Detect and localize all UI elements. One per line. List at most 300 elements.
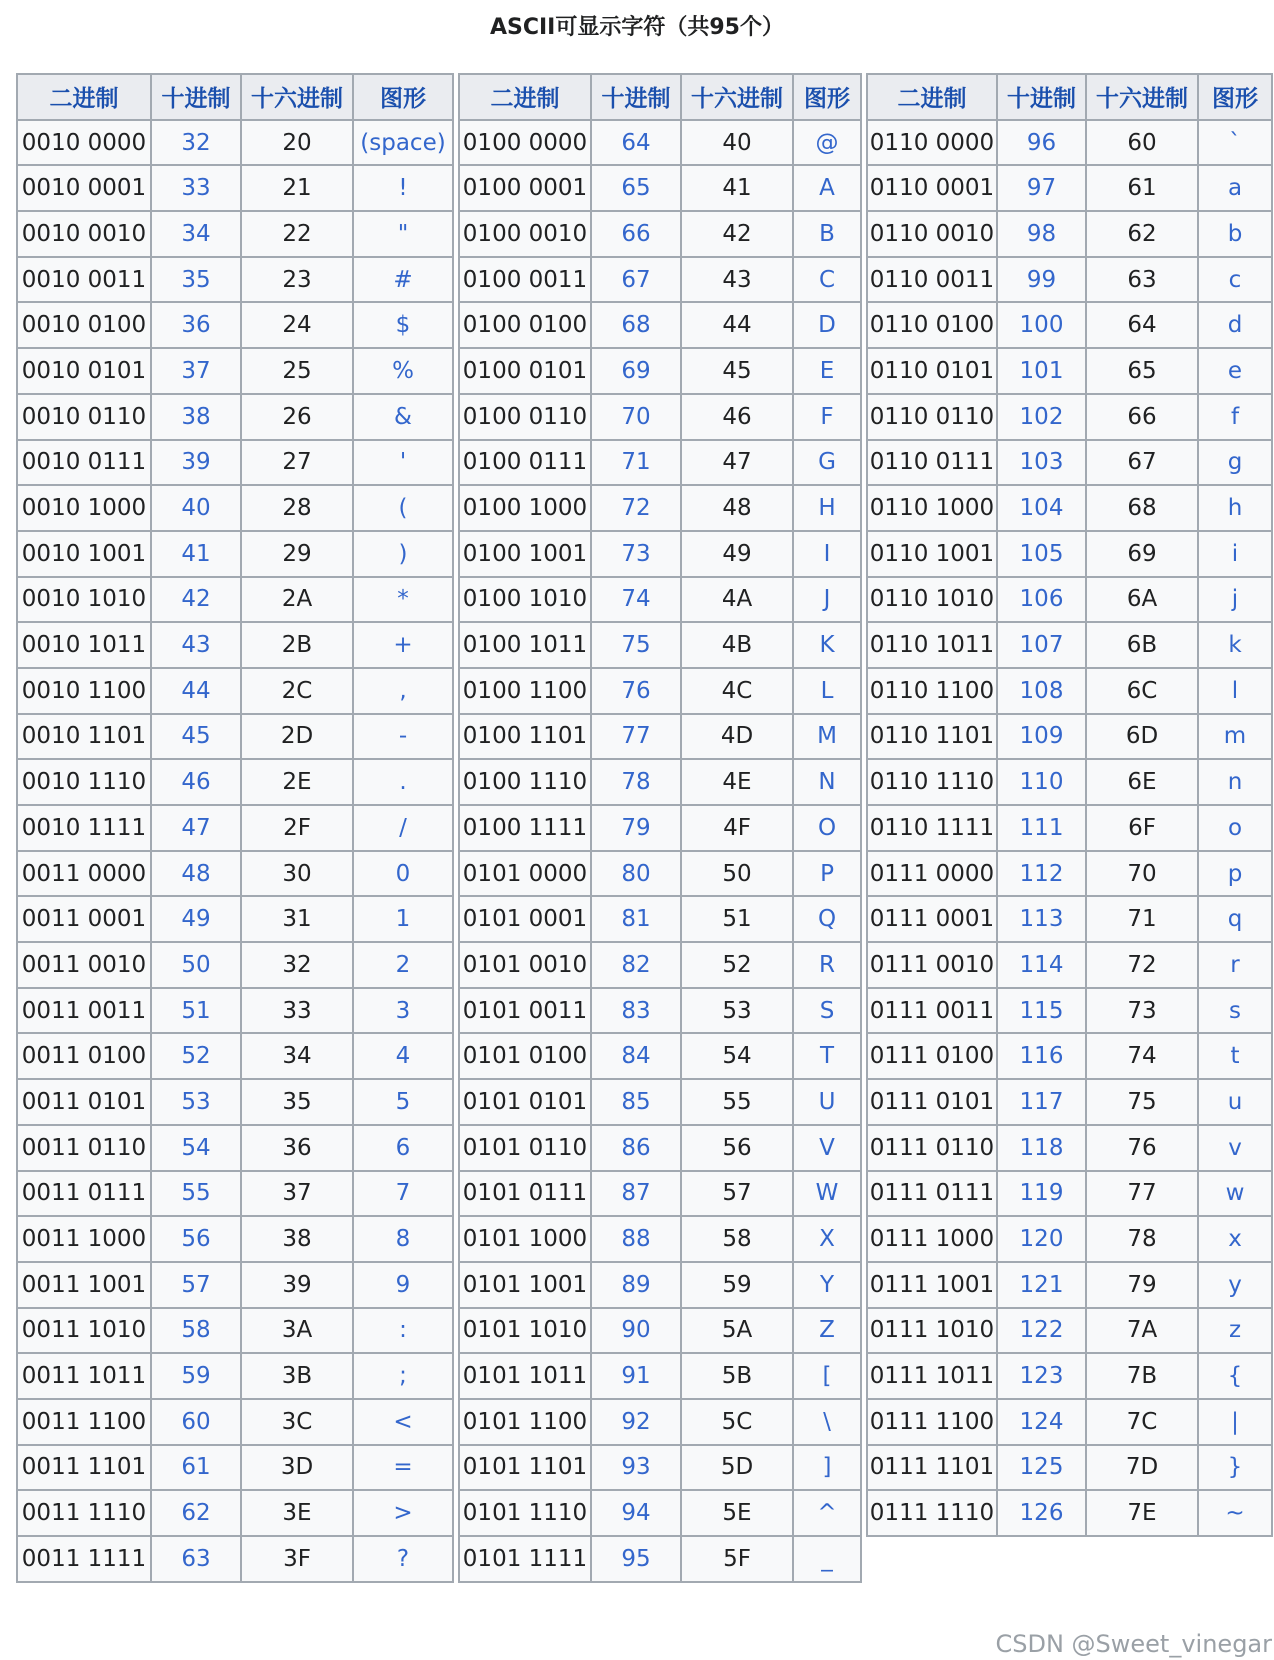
- glyph-link[interactable]: z: [1198, 1308, 1272, 1354]
- table-row: [867, 759, 1272, 805]
- glyph-link[interactable]: \: [793, 1399, 861, 1445]
- glyph-link[interactable]: 3: [353, 988, 453, 1034]
- decimal-link[interactable]: 43: [151, 622, 241, 668]
- column-header-binary[interactable]: 二进制: [17, 74, 151, 120]
- table-row: [459, 1171, 861, 1217]
- binary-cell: 0101 1100: [459, 1399, 591, 1445]
- glyph-link[interactable]: F: [793, 394, 861, 440]
- glyph-link[interactable]: S: [793, 988, 861, 1034]
- decimal-link[interactable]: 77: [591, 714, 681, 760]
- binary-cell: 0011 0000: [17, 851, 151, 897]
- binary-cell: 0110 0000: [867, 120, 997, 166]
- binary-cell: 0111 0000: [867, 851, 997, 897]
- decimal-link[interactable]: 51: [151, 988, 241, 1034]
- glyph-link[interactable]: V: [793, 1125, 861, 1171]
- hex-cell: 2D: [241, 714, 353, 760]
- decimal-link[interactable]: 95: [591, 1536, 681, 1582]
- column-header-hex[interactable]: 十六进制: [1086, 74, 1198, 120]
- binary-cell: 0111 1110: [867, 1490, 997, 1536]
- hex-cell: 43: [681, 257, 793, 303]
- glyph-link[interactable]: `: [1198, 120, 1272, 166]
- binary-cell: 0011 1000: [17, 1216, 151, 1262]
- decimal-link[interactable]: 98: [997, 211, 1086, 257]
- hex-cell: 4F: [681, 805, 793, 851]
- decimal-link[interactable]: 37: [151, 348, 241, 394]
- glyph-link[interactable]: J: [793, 577, 861, 623]
- glyph-link[interactable]: @: [793, 120, 861, 166]
- glyph-link[interactable]: m: [1198, 714, 1272, 760]
- decimal-link[interactable]: 87: [591, 1171, 681, 1217]
- table-row: [17, 896, 453, 942]
- glyph-link[interactable]: O: [793, 805, 861, 851]
- decimal-link[interactable]: 97: [997, 165, 1086, 211]
- decimal-link[interactable]: 100: [997, 302, 1086, 348]
- glyph-link[interactable]: R: [793, 942, 861, 988]
- decimal-link[interactable]: 118: [997, 1125, 1086, 1171]
- binary-cell: 0100 0011: [459, 257, 591, 303]
- glyph-link[interactable]: q: [1198, 896, 1272, 942]
- table-row: [867, 1399, 1272, 1445]
- decimal-link[interactable]: 42: [151, 577, 241, 623]
- glyph-link[interactable]: b: [1198, 211, 1272, 257]
- decimal-link[interactable]: 110: [997, 759, 1086, 805]
- table-row: [867, 120, 1272, 166]
- binary-cell: 0011 0110: [17, 1125, 151, 1171]
- decimal-link[interactable]: 83: [591, 988, 681, 1034]
- table-row: [867, 394, 1272, 440]
- glyph-link[interactable]: E: [793, 348, 861, 394]
- glyph-link[interactable]: Z: [793, 1308, 861, 1354]
- decimal-link[interactable]: 123: [997, 1353, 1086, 1399]
- decimal-link[interactable]: 38: [151, 394, 241, 440]
- glyph-link[interactable]: e: [1198, 348, 1272, 394]
- decimal-link[interactable]: 99: [997, 257, 1086, 303]
- decimal-link[interactable]: 96: [997, 120, 1086, 166]
- table-row: [867, 302, 1272, 348]
- decimal-link[interactable]: 88: [591, 1216, 681, 1262]
- glyph-link[interactable]: H: [793, 485, 861, 531]
- binary-cell: 0011 0101: [17, 1079, 151, 1125]
- table-row: [17, 1490, 453, 1536]
- glyph-link[interactable]: ': [353, 440, 453, 486]
- decimal-link[interactable]: 101: [997, 348, 1086, 394]
- table-row: [459, 1308, 861, 1354]
- decimal-link[interactable]: 92: [591, 1399, 681, 1445]
- hex-cell: 6C: [1086, 668, 1198, 714]
- glyph-link[interactable]: a: [1198, 165, 1272, 211]
- glyph-link[interactable]: B: [793, 211, 861, 257]
- decimal-link[interactable]: 111: [997, 805, 1086, 851]
- glyph-link[interactable]: i: [1198, 531, 1272, 577]
- hex-cell: 23: [241, 257, 353, 303]
- decimal-link[interactable]: 80: [591, 851, 681, 897]
- table-row: [867, 1308, 1272, 1354]
- decimal-link[interactable]: 120: [997, 1216, 1086, 1262]
- column-header-glyph[interactable]: 图形: [353, 74, 453, 120]
- hex-cell: 6F: [1086, 805, 1198, 851]
- glyph-link[interactable]: ;: [353, 1353, 453, 1399]
- decimal-link[interactable]: 40: [151, 485, 241, 531]
- table-row: [867, 1353, 1272, 1399]
- decimal-link[interactable]: 56: [151, 1216, 241, 1262]
- table-row: [459, 440, 861, 486]
- glyph-link[interactable]: ^: [793, 1490, 861, 1536]
- decimal-link[interactable]: 33: [151, 165, 241, 211]
- decimal-link[interactable]: 109: [997, 714, 1086, 760]
- glyph-link[interactable]: s: [1198, 988, 1272, 1034]
- binary-cell: 0111 1011: [867, 1353, 997, 1399]
- hex-cell: 76: [1086, 1125, 1198, 1171]
- hex-cell: 42: [681, 211, 793, 257]
- decimal-link[interactable]: 82: [591, 942, 681, 988]
- decimal-link[interactable]: 52: [151, 1033, 241, 1079]
- decimal-link[interactable]: 117: [997, 1079, 1086, 1125]
- hex-cell: 20: [241, 120, 353, 166]
- decimal-link[interactable]: 124: [997, 1399, 1086, 1445]
- decimal-link[interactable]: 72: [591, 485, 681, 531]
- table-row: [867, 165, 1272, 211]
- decimal-link[interactable]: 94: [591, 1490, 681, 1536]
- binary-cell: 0011 1011: [17, 1353, 151, 1399]
- decimal-link[interactable]: 84: [591, 1033, 681, 1079]
- hex-cell: 68: [1086, 485, 1198, 531]
- binary-cell: 0111 1100: [867, 1399, 997, 1445]
- glyph-link[interactable]: =: [353, 1445, 453, 1491]
- hex-cell: 3F: [241, 1536, 353, 1582]
- hex-cell: 67: [1086, 440, 1198, 486]
- glyph-link[interactable]: :: [353, 1308, 453, 1354]
- glyph-link[interactable]: P: [793, 851, 861, 897]
- binary-cell: 0111 0011: [867, 988, 997, 1034]
- hex-cell: 69: [1086, 531, 1198, 577]
- glyph-link[interactable]: w: [1198, 1171, 1272, 1217]
- glyph-link[interactable]: &: [353, 394, 453, 440]
- decimal-link[interactable]: 116: [997, 1033, 1086, 1079]
- column-header-hex[interactable]: 十六进制: [681, 74, 793, 120]
- glyph-link[interactable]: ): [353, 531, 453, 577]
- decimal-link[interactable]: 115: [997, 988, 1086, 1034]
- decimal-link[interactable]: 60: [151, 1399, 241, 1445]
- hex-cell: 79: [1086, 1262, 1198, 1308]
- glyph-link[interactable]: p: [1198, 851, 1272, 897]
- column-header-binary[interactable]: 二进制: [867, 74, 997, 120]
- glyph-link[interactable]: t: [1198, 1033, 1272, 1079]
- decimal-link[interactable]: 112: [997, 851, 1086, 897]
- glyph-link[interactable]: Q: [793, 896, 861, 942]
- glyph-link[interactable]: 6: [353, 1125, 453, 1171]
- glyph-link[interactable]: |: [1198, 1399, 1272, 1445]
- decimal-link[interactable]: 90: [591, 1308, 681, 1354]
- column-header-binary[interactable]: 二进制: [459, 74, 591, 120]
- glyph-link[interactable]: [: [793, 1353, 861, 1399]
- decimal-link[interactable]: 70: [591, 394, 681, 440]
- glyph-link[interactable]: 8: [353, 1216, 453, 1262]
- glyph-link[interactable]: N: [793, 759, 861, 805]
- glyph-link[interactable]: 5: [353, 1079, 453, 1125]
- decimal-link[interactable]: 49: [151, 896, 241, 942]
- hex-cell: 34: [241, 1033, 353, 1079]
- glyph-link[interactable]: L: [793, 668, 861, 714]
- table-row: [867, 211, 1272, 257]
- glyph-link[interactable]: G: [793, 440, 861, 486]
- glyph-link[interactable]: T: [793, 1033, 861, 1079]
- decimal-link[interactable]: 125: [997, 1445, 1086, 1491]
- glyph-link[interactable]: -: [353, 714, 453, 760]
- glyph-link[interactable]: 1: [353, 896, 453, 942]
- glyph-link[interactable]: ,: [353, 668, 453, 714]
- decimal-link[interactable]: 103: [997, 440, 1086, 486]
- decimal-link[interactable]: 106: [997, 577, 1086, 623]
- glyph-link[interactable]: Y: [793, 1262, 861, 1308]
- table-row: [459, 668, 861, 714]
- binary-cell: 0010 0110: [17, 394, 151, 440]
- decimal-link[interactable]: 76: [591, 668, 681, 714]
- glyph-link[interactable]: W: [793, 1171, 861, 1217]
- binary-cell: 0100 0000: [459, 120, 591, 166]
- decimal-link[interactable]: 58: [151, 1308, 241, 1354]
- binary-cell: 0010 0001: [17, 165, 151, 211]
- decimal-link[interactable]: 55: [151, 1171, 241, 1217]
- hex-cell: 75: [1086, 1079, 1198, 1125]
- decimal-link[interactable]: 62: [151, 1490, 241, 1536]
- decimal-link[interactable]: 39: [151, 440, 241, 486]
- decimal-link[interactable]: 105: [997, 531, 1086, 577]
- decimal-link[interactable]: 69: [591, 348, 681, 394]
- binary-cell: 0110 1101: [867, 714, 997, 760]
- glyph-link[interactable]: h: [1198, 485, 1272, 531]
- glyph-link[interactable]: $: [353, 302, 453, 348]
- glyph-link[interactable]: 0: [353, 851, 453, 897]
- glyph-link[interactable]: ?: [353, 1536, 453, 1582]
- decimal-link[interactable]: 85: [591, 1079, 681, 1125]
- glyph-link[interactable]: I: [793, 531, 861, 577]
- hex-cell: 56: [681, 1125, 793, 1171]
- table-row: [867, 1125, 1272, 1171]
- glyph-link[interactable]: x: [1198, 1216, 1272, 1262]
- column-header-hex[interactable]: 十六进制: [241, 74, 353, 120]
- decimal-link[interactable]: 119: [997, 1171, 1086, 1217]
- glyph-link[interactable]: f: [1198, 394, 1272, 440]
- decimal-link[interactable]: 66: [591, 211, 681, 257]
- decimal-link[interactable]: 73: [591, 531, 681, 577]
- decimal-link[interactable]: 121: [997, 1262, 1086, 1308]
- decimal-link[interactable]: 44: [151, 668, 241, 714]
- glyph-link[interactable]: U: [793, 1079, 861, 1125]
- glyph-link[interactable]: k: [1198, 622, 1272, 668]
- glyph-link[interactable]: D: [793, 302, 861, 348]
- decimal-link[interactable]: 107: [997, 622, 1086, 668]
- decimal-link[interactable]: 91: [591, 1353, 681, 1399]
- glyph-link[interactable]: d: [1198, 302, 1272, 348]
- glyph-link[interactable]: {: [1198, 1353, 1272, 1399]
- column-header-glyph[interactable]: 图形: [1198, 74, 1272, 120]
- decimal-link[interactable]: 89: [591, 1262, 681, 1308]
- glyph-link[interactable]: n: [1198, 759, 1272, 805]
- glyph-link[interactable]: ~: [1198, 1490, 1272, 1536]
- glyph-link[interactable]: j: [1198, 577, 1272, 623]
- decimal-link[interactable]: 126: [997, 1490, 1086, 1536]
- hex-cell: 27: [241, 440, 353, 486]
- glyph-link[interactable]: l: [1198, 668, 1272, 714]
- watermark: CSDN @Sweet_vinegar: [995, 1630, 1272, 1658]
- decimal-link[interactable]: 67: [591, 257, 681, 303]
- glyph-link[interactable]: 2: [353, 942, 453, 988]
- table-row: [459, 759, 861, 805]
- hex-cell: 70: [1086, 851, 1198, 897]
- glyph-link[interactable]: y: [1198, 1262, 1272, 1308]
- table-row: [459, 120, 861, 166]
- table-header-row: [17, 74, 453, 120]
- binary-cell: 0101 1111: [459, 1536, 591, 1582]
- binary-cell: 0110 1010: [867, 577, 997, 623]
- binary-cell: 0010 1010: [17, 577, 151, 623]
- decimal-link[interactable]: 54: [151, 1125, 241, 1171]
- glyph-link[interactable]: (space): [353, 120, 453, 166]
- decimal-link[interactable]: 68: [591, 302, 681, 348]
- binary-cell: 0100 1110: [459, 759, 591, 805]
- glyph-link[interactable]: _: [793, 1536, 861, 1582]
- decimal-link[interactable]: 64: [591, 120, 681, 166]
- decimal-link[interactable]: 93: [591, 1445, 681, 1491]
- hex-cell: 3B: [241, 1353, 353, 1399]
- hex-cell: 54: [681, 1033, 793, 1079]
- table-row: [17, 851, 453, 897]
- glyph-link[interactable]: 9: [353, 1262, 453, 1308]
- decimal-link[interactable]: 57: [151, 1262, 241, 1308]
- hex-cell: 48: [681, 485, 793, 531]
- glyph-link[interactable]: 4: [353, 1033, 453, 1079]
- glyph-link[interactable]: ]: [793, 1445, 861, 1491]
- glyph-link[interactable]: +: [353, 622, 453, 668]
- decimal-link[interactable]: 65: [591, 165, 681, 211]
- decimal-link[interactable]: 41: [151, 531, 241, 577]
- decimal-link[interactable]: 86: [591, 1125, 681, 1171]
- table-row: [867, 1490, 1272, 1536]
- glyph-link[interactable]: ": [353, 211, 453, 257]
- column-header-glyph[interactable]: 图形: [793, 74, 861, 120]
- hex-cell: 6A: [1086, 577, 1198, 623]
- table-row: [459, 714, 861, 760]
- table-row: [459, 1216, 861, 1262]
- decimal-link[interactable]: 114: [997, 942, 1086, 988]
- glyph-link[interactable]: 7: [353, 1171, 453, 1217]
- column-header-decimal[interactable]: 十进制: [997, 74, 1086, 120]
- table-row: [459, 942, 861, 988]
- binary-cell: 0101 0001: [459, 896, 591, 942]
- decimal-link[interactable]: 46: [151, 759, 241, 805]
- decimal-link[interactable]: 122: [997, 1308, 1086, 1354]
- decimal-link[interactable]: 113: [997, 896, 1086, 942]
- glyph-link[interactable]: C: [793, 257, 861, 303]
- table-row: [459, 1490, 861, 1536]
- hex-cell: 5C: [681, 1399, 793, 1445]
- decimal-link[interactable]: 71: [591, 440, 681, 486]
- table-row: [459, 622, 861, 668]
- decimal-link[interactable]: 47: [151, 805, 241, 851]
- decimal-link[interactable]: 81: [591, 896, 681, 942]
- hex-cell: 3A: [241, 1308, 353, 1354]
- table-row: [459, 257, 861, 303]
- decimal-link[interactable]: 61: [151, 1445, 241, 1491]
- decimal-link[interactable]: 102: [997, 394, 1086, 440]
- table-row: [17, 1033, 453, 1079]
- hex-cell: 47: [681, 440, 793, 486]
- glyph-link[interactable]: c: [1198, 257, 1272, 303]
- decimal-link[interactable]: 53: [151, 1079, 241, 1125]
- hex-cell: 51: [681, 896, 793, 942]
- glyph-link[interactable]: A: [793, 165, 861, 211]
- table-row: [17, 805, 453, 851]
- hex-cell: 35: [241, 1079, 353, 1125]
- decimal-link[interactable]: 78: [591, 759, 681, 805]
- binary-cell: 0100 0110: [459, 394, 591, 440]
- decimal-link[interactable]: 32: [151, 120, 241, 166]
- decimal-link[interactable]: 104: [997, 485, 1086, 531]
- decimal-link[interactable]: 45: [151, 714, 241, 760]
- glyph-link[interactable]: K: [793, 622, 861, 668]
- hex-cell: 61: [1086, 165, 1198, 211]
- table-row: [17, 1536, 453, 1582]
- table-row: [17, 165, 453, 211]
- binary-cell: 0110 1110: [867, 759, 997, 805]
- glyph-link[interactable]: <: [353, 1399, 453, 1445]
- glyph-link[interactable]: X: [793, 1216, 861, 1262]
- glyph-link[interactable]: u: [1198, 1079, 1272, 1125]
- glyph-link[interactable]: v: [1198, 1125, 1272, 1171]
- table-row: [17, 1399, 453, 1445]
- binary-cell: 0100 1101: [459, 714, 591, 760]
- glyph-link[interactable]: r: [1198, 942, 1272, 988]
- glyph-link[interactable]: !: [353, 165, 453, 211]
- glyph-link[interactable]: }: [1198, 1445, 1272, 1491]
- glyph-link[interactable]: %: [353, 348, 453, 394]
- binary-cell: 0101 0100: [459, 1033, 591, 1079]
- glyph-link[interactable]: g: [1198, 440, 1272, 486]
- glyph-link[interactable]: /: [353, 805, 453, 851]
- decimal-link[interactable]: 48: [151, 851, 241, 897]
- hex-cell: 29: [241, 531, 353, 577]
- glyph-link[interactable]: (: [353, 485, 453, 531]
- hex-cell: 50: [681, 851, 793, 897]
- decimal-link[interactable]: 75: [591, 622, 681, 668]
- glyph-link[interactable]: .: [353, 759, 453, 805]
- decimal-link[interactable]: 63: [151, 1536, 241, 1582]
- glyph-link[interactable]: o: [1198, 805, 1272, 851]
- glyph-link[interactable]: M: [793, 714, 861, 760]
- glyph-link[interactable]: >: [353, 1490, 453, 1536]
- binary-cell: 0111 1101: [867, 1445, 997, 1491]
- glyph-link[interactable]: *: [353, 577, 453, 623]
- decimal-link[interactable]: 79: [591, 805, 681, 851]
- decimal-link[interactable]: 108: [997, 668, 1086, 714]
- column-header-decimal[interactable]: 十进制: [151, 74, 241, 120]
- column-header-decimal[interactable]: 十进制: [591, 74, 681, 120]
- binary-cell: 0111 1010: [867, 1308, 997, 1354]
- hex-cell: 71: [1086, 896, 1198, 942]
- glyph-link[interactable]: #: [353, 257, 453, 303]
- decimal-link[interactable]: 50: [151, 942, 241, 988]
- hex-cell: 60: [1086, 120, 1198, 166]
- decimal-link[interactable]: 35: [151, 257, 241, 303]
- decimal-link[interactable]: 36: [151, 302, 241, 348]
- hex-cell: 25: [241, 348, 353, 394]
- decimal-link[interactable]: 34: [151, 211, 241, 257]
- decimal-link[interactable]: 74: [591, 577, 681, 623]
- binary-cell: 0010 0000: [17, 120, 151, 166]
- hex-cell: 46: [681, 394, 793, 440]
- hex-cell: 30: [241, 851, 353, 897]
- decimal-link[interactable]: 59: [151, 1353, 241, 1399]
